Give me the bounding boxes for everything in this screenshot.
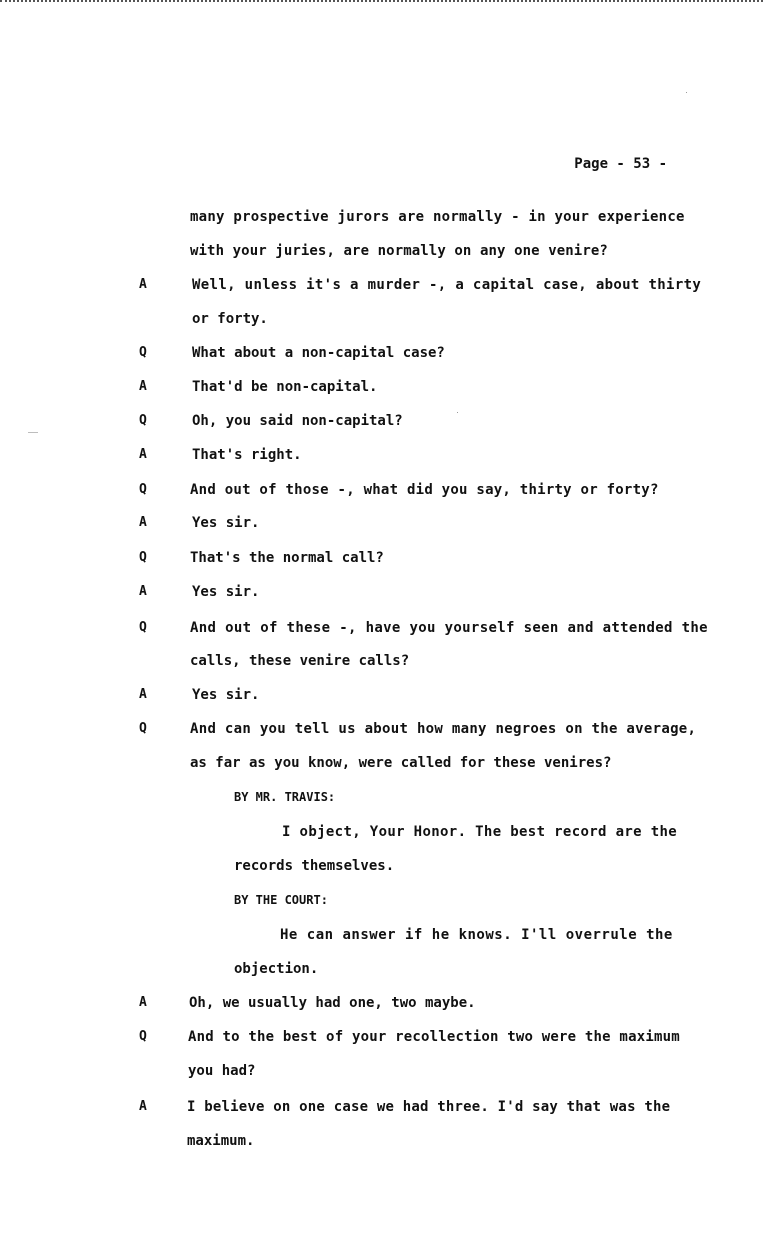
transcript-line-7: Oh, you said non-capital? [192,413,403,429]
speaker-label-8: A [139,447,147,462]
transcript-line-8: That's right. [192,447,302,463]
transcript-line-15: Yes sir. [192,687,260,703]
speaker-label-11: Q [139,550,147,565]
transcript-line-1: many prospective jurors are normally - in your experience [190,209,685,225]
transcript-line-6: That'd be non-capital. [192,379,378,395]
speaker-label-7: Q [139,413,147,428]
speaker-label-13: Q [139,620,147,635]
transcript-line-20: records themselves. [234,858,395,874]
transcript-line-23: objection. [234,961,319,977]
transcript-line-13: And out of these -, have you yourself seen and attended the [190,620,708,636]
scan-speck [28,432,38,433]
speaker-label-15: A [139,687,147,702]
speaker-label-6: A [139,379,147,394]
transcript-line-18: BY MR. TRAVIS: [234,790,336,804]
transcript-line-21: BY THE COURT: [234,893,328,907]
transcript-line-4: or forty. [192,311,268,327]
transcript-line-22: He can answer if he knows. I'll overrule the [280,927,673,943]
transcript-line-17: as far as you know, were called for these venires? [190,755,612,771]
speaker-label-5: Q [139,345,147,360]
transcript-line-16: And can you tell us about how many negroes on the average, [190,721,697,737]
scan-speck [686,92,687,93]
scan-speck [457,412,458,413]
speaker-label-9: Q [139,482,147,497]
transcript-line-2: with your juries, are normally on any one venire? [190,243,608,259]
transcript-line-19: I object, Your Honor. The best record are the [282,824,678,840]
transcript-line-10: Yes sir. [192,515,260,531]
speaker-label-25: Q [139,1029,147,1044]
speaker-label-27: A [139,1099,147,1114]
speaker-label-3: A [139,277,147,292]
transcript-line-11: That's the normal call? [190,550,384,566]
scan-top-edge [0,0,763,2]
speaker-label-10: A [139,515,147,530]
transcript-line-9: And out of those -, what did you say, thirty or forty? [190,482,659,498]
speaker-label-24: A [139,995,147,1010]
transcript-line-3: Well, unless it's a murder -, a capital case, about thirty [192,277,702,293]
transcript-line-25: And to the best of your recollection two were the maximum [188,1029,680,1045]
transcript-line-24: Oh, we usually had one, two maybe. [189,995,476,1011]
transcript-line-5: What about a non-capital case? [192,345,445,361]
transcript-line-27: I believe on one case we had three. I'd say that was the [187,1099,671,1115]
transcript-line-26: you had? [188,1063,256,1079]
transcript-line-12: Yes sir. [192,584,260,600]
speaker-label-12: A [139,584,147,599]
transcript-line-14: calls, these venire calls? [190,653,410,669]
speaker-label-16: Q [139,721,147,736]
transcript-line-28: maximum. [187,1133,255,1149]
page-number: Page - 53 - [574,156,667,172]
